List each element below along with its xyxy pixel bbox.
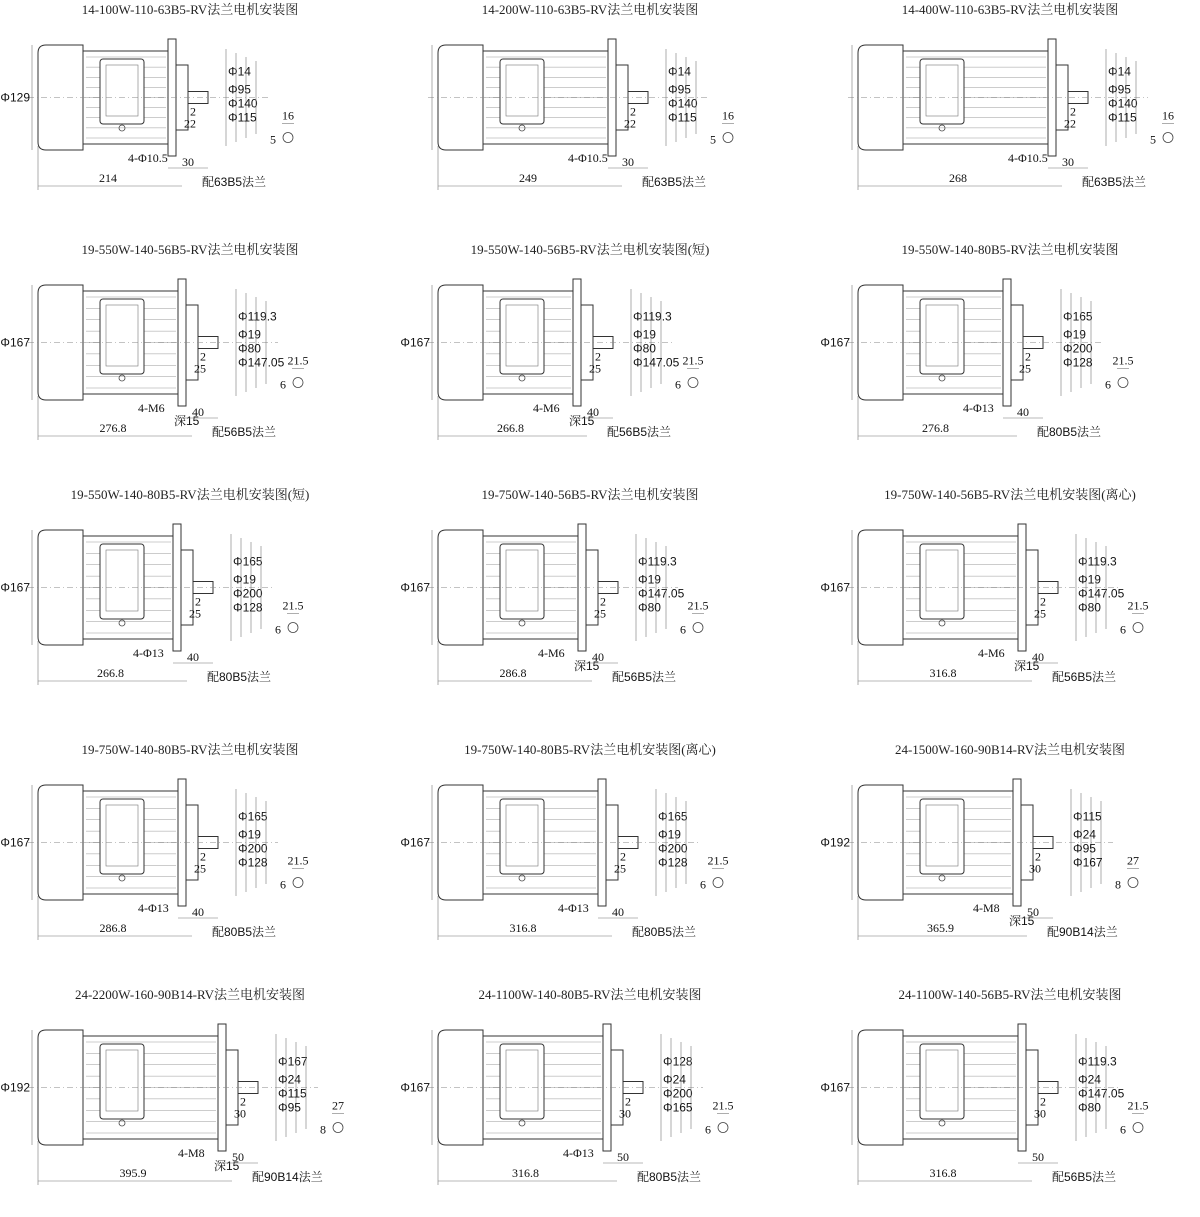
overall-length: 249: [519, 171, 537, 185]
flange-dimension: Φ128: [233, 600, 263, 615]
body-diameter-label: Φ167: [820, 1080, 850, 1095]
flange-dimension: Φ147.05: [638, 586, 685, 601]
flange-dimension: Φ128: [1063, 355, 1093, 370]
flange-dimension: Φ147.05: [633, 355, 680, 370]
drawing-title: 24-1100W-140-56B5-RV法兰电机安装图: [898, 987, 1122, 1002]
small-dimension: 30: [1034, 1106, 1046, 1121]
flange-dimension: Φ119.3: [633, 309, 672, 324]
key-width: 21.5: [1112, 353, 1134, 368]
flange-dimension: Φ119.3: [638, 554, 677, 569]
small-dimension: 2: [200, 849, 206, 864]
flange-dimension: Φ167: [1073, 855, 1103, 870]
flange-dimension: Φ24: [663, 1072, 686, 1087]
shaft-length: 50: [232, 1150, 244, 1164]
flange-dimension: Φ14: [1108, 64, 1131, 79]
drawing-title: 19-550W-140-80B5-RV法兰电机安装图(短): [70, 487, 310, 502]
overall-length: 365.9: [927, 921, 954, 935]
mating-flange-label: 配56B5法兰: [1052, 670, 1117, 684]
shaft-length: 40: [1032, 650, 1044, 664]
mating-flange-label: 配56B5法兰: [1052, 1170, 1117, 1184]
flange-dimension: Φ119.3: [238, 309, 277, 324]
flange-dimension: Φ80: [633, 341, 656, 356]
key-height: 5: [710, 132, 716, 147]
mating-flange-label: 配63B5法兰: [1082, 175, 1147, 189]
motor-drawing: [820, 242, 1133, 440]
thread-depth: 深15: [1014, 659, 1040, 673]
drawing-title: 19-550W-140-56B5-RV法兰电机安装图: [81, 242, 299, 257]
key-height: 6: [275, 622, 281, 637]
key-width: 21.5: [287, 853, 309, 868]
flange-dimension: Φ80: [238, 341, 261, 356]
drawing-title: 19-750W-140-80B5-RV法兰电机安装图: [81, 742, 299, 757]
thread-depth: 深15: [1009, 914, 1035, 928]
key-width: 21.5: [282, 598, 304, 613]
drawing-title: 19-550W-140-80B5-RV法兰电机安装图: [901, 242, 1119, 257]
small-dimension: 22: [184, 116, 196, 131]
key-width: 27: [1127, 853, 1139, 868]
key-width: 16: [722, 108, 734, 123]
small-dimension: 2: [1070, 104, 1076, 119]
drawing-title: 24-1100W-140-80B5-RV法兰电机安装图: [478, 987, 702, 1002]
mounting-holes: 4-M8: [178, 1146, 205, 1160]
flange-dimension: Φ200: [233, 586, 263, 601]
flange-dimension: Φ19: [638, 572, 661, 587]
flange-dimension: Φ95: [1108, 82, 1131, 97]
drawing-title: 14-400W-110-63B5-RV法兰电机安装图: [901, 2, 1119, 17]
drawing-title: 19-750W-140-56B5-RV法兰电机安装图: [481, 487, 699, 502]
flange-dimension: Φ128: [658, 855, 688, 870]
small-dimension: 25: [194, 361, 206, 376]
flange-dimension: Φ165: [238, 809, 268, 824]
shaft-length: 50: [617, 1150, 629, 1164]
small-dimension: 25: [194, 861, 206, 876]
flange-dimension: Φ165: [658, 809, 688, 824]
drawing-title: 14-200W-110-63B5-RV法兰电机安装图: [481, 2, 699, 17]
overall-length: 286.8: [499, 666, 527, 680]
flange-dimension: Φ119.3: [1078, 554, 1117, 569]
key-width: 27: [332, 1098, 344, 1113]
key-height: 6: [705, 1122, 711, 1137]
key-width: 21.5: [1127, 1098, 1149, 1113]
flange-dimension: Φ80: [638, 600, 661, 615]
flange-dimension: Φ115: [278, 1086, 307, 1101]
flange-dimension: Φ128: [663, 1054, 693, 1069]
flange-dimension: Φ140: [668, 96, 698, 111]
small-dimension: 2: [595, 349, 601, 364]
motor-drawing: [820, 987, 1148, 1185]
mating-flange-label: 配63B5法兰: [202, 175, 267, 189]
motor-drawing: [0, 987, 344, 1185]
flange-dimension: Φ24: [1078, 1072, 1101, 1087]
motor-drawing: [400, 742, 728, 940]
flange-dimension: Φ200: [663, 1086, 693, 1101]
flange-dimension: Φ115: [1108, 110, 1137, 125]
flange-dimension: Φ14: [668, 64, 691, 79]
key-height: 6: [1120, 1122, 1126, 1137]
body-diameter-label: Φ167: [820, 580, 850, 595]
small-dimension: 2: [195, 594, 201, 609]
overall-length: 316.8: [929, 1166, 957, 1180]
overall-length: 266.8: [497, 421, 524, 435]
motor-drawing: [0, 487, 309, 685]
shaft-length: 40: [187, 650, 199, 664]
key-height: 6: [675, 377, 681, 392]
small-dimension: 2: [620, 849, 626, 864]
shaft-length: 40: [592, 650, 604, 664]
small-dimension: 22: [624, 116, 636, 131]
drawing-title: 24-1500W-160-90B14-RV法兰电机安装图: [894, 742, 1126, 757]
small-dimension: 2: [1040, 594, 1046, 609]
flange-dimension: Φ19: [633, 327, 656, 342]
flange-dimension: Φ19: [238, 327, 261, 342]
small-dimension: 25: [189, 606, 201, 621]
key-height: 5: [270, 132, 276, 147]
shaft-length: 50: [1027, 905, 1039, 919]
flange-dimension: Φ128: [238, 855, 268, 870]
mating-flange-label: 配56B5法兰: [612, 670, 677, 684]
small-dimension: 25: [589, 361, 601, 376]
flange-dimension: Φ200: [1063, 341, 1093, 356]
mating-flange-label: 配56B5法兰: [212, 425, 277, 439]
drawing-title: 19-550W-140-56B5-RV法兰电机安装图(短): [470, 242, 710, 257]
mounting-holes: 4-Φ10.5: [568, 151, 608, 165]
overall-length: 286.8: [99, 921, 127, 935]
drawing-title: 19-750W-140-80B5-RV法兰电机安装图(离心): [464, 742, 716, 757]
mounting-holes: 4-Φ13: [138, 901, 169, 915]
small-dimension: 25: [1034, 606, 1046, 621]
body-diameter-label: Φ167: [0, 335, 30, 350]
mounting-holes: 4-M6: [978, 646, 1005, 660]
motor-drawing: [820, 487, 1148, 685]
body-diameter-label: Φ167: [0, 580, 30, 595]
flange-dimension: Φ165: [1063, 309, 1093, 324]
flange-dimension: Φ119.3: [1078, 1054, 1117, 1069]
mounting-holes: 4-M6: [533, 401, 560, 415]
body-diameter-label: Φ167: [400, 335, 430, 350]
mating-flange-label: 配56B5法兰: [607, 425, 672, 439]
motor-drawing: [0, 242, 308, 440]
key-height: 6: [700, 877, 706, 892]
small-dimension: 22: [1064, 116, 1076, 131]
mounting-holes: 4-Φ13: [963, 401, 994, 415]
key-height: 6: [680, 622, 686, 637]
flange-dimension: Φ200: [238, 841, 268, 856]
key-height: 6: [280, 877, 286, 892]
overall-length: 268: [949, 171, 967, 185]
mounting-holes: 4-Φ13: [133, 646, 164, 660]
mating-flange-label: 配90B14法兰: [1047, 925, 1118, 939]
thread-depth: 深15: [214, 1159, 240, 1173]
flange-dimension: Φ147.05: [1078, 1086, 1125, 1101]
overall-length: 316.8: [929, 666, 957, 680]
overall-length: 316.8: [512, 1166, 539, 1180]
flange-dimension: Φ24: [278, 1072, 301, 1087]
overall-length: 266.8: [97, 666, 124, 680]
mating-flange-label: 配80B5法兰: [1037, 425, 1102, 439]
small-dimension: 2: [240, 1094, 246, 1109]
overall-length: 214: [99, 171, 117, 185]
motor-drawing: [820, 742, 1139, 940]
small-dimension: 2: [200, 349, 206, 364]
key-width: 21.5: [707, 853, 729, 868]
motor-drawing: [400, 242, 709, 440]
small-dimension: 30: [234, 1106, 246, 1121]
flange-dimension: Φ95: [668, 82, 691, 97]
small-dimension: 25: [614, 861, 626, 876]
key-width: 16: [1162, 108, 1174, 123]
mating-flange-label: 配90B14法兰: [252, 1170, 323, 1184]
key-height: 5: [1150, 132, 1156, 147]
key-height: 6: [1120, 622, 1126, 637]
body-diameter-label: Φ167: [400, 580, 430, 595]
key-height: 8: [320, 1122, 326, 1137]
mounting-holes: 4-M6: [538, 646, 565, 660]
flange-dimension: Φ80: [1078, 600, 1101, 615]
shaft-length: 40: [587, 405, 599, 419]
motor-drawing: [428, 2, 734, 190]
flange-dimension: Φ200: [658, 841, 688, 856]
key-width: 21.5: [1127, 598, 1149, 613]
small-dimension: 2: [630, 104, 636, 119]
small-dimension: 25: [1019, 361, 1031, 376]
small-dimension: 2: [1025, 349, 1031, 364]
body-diameter-label: Φ167: [0, 835, 30, 850]
key-width: 21.5: [712, 1098, 734, 1113]
motor-drawing: [400, 987, 733, 1185]
drawing-title: 24-2200W-160-90B14-RV法兰电机安装图: [74, 987, 306, 1002]
key-height: 6: [280, 377, 286, 392]
mounting-holes: 4-M8: [973, 901, 1000, 915]
flange-dimension: Φ19: [238, 827, 261, 842]
body-diameter-label: Φ192: [820, 835, 850, 850]
small-dimension: 25: [594, 606, 606, 621]
flange-dimension: Φ19: [658, 827, 681, 842]
motor-drawing: [848, 2, 1174, 190]
shaft-length: 40: [192, 905, 204, 919]
small-dimension: 30: [1029, 861, 1041, 876]
body-diameter-label: Φ167: [820, 335, 850, 350]
motor-drawing: [0, 2, 298, 190]
mating-flange-label: 配80B5法兰: [637, 1170, 702, 1184]
key-width: 21.5: [687, 598, 709, 613]
flange-dimension: Φ115: [1073, 809, 1102, 824]
overall-length: 395.9: [119, 1166, 147, 1180]
key-width: 16: [282, 108, 294, 123]
flange-dimension: Φ14: [228, 64, 251, 79]
flange-dimension: Φ95: [228, 82, 251, 97]
flange-dimension: Φ140: [228, 96, 258, 111]
body-diameter-label: Φ192: [0, 1080, 30, 1095]
mounting-holes: 4-Φ10.5: [1008, 151, 1048, 165]
flange-dimension: Φ115: [668, 110, 697, 125]
flange-dimension: Φ95: [1073, 841, 1096, 856]
motor-drawing: [0, 742, 308, 940]
small-dimension: 2: [625, 1094, 631, 1109]
mounting-holes: 4-Φ13: [558, 901, 589, 915]
flange-dimension: Φ147.05: [238, 355, 285, 370]
flange-dimension: Φ115: [228, 110, 257, 125]
mating-flange-label: 配63B5法兰: [642, 175, 707, 189]
thread-depth: 深15: [174, 414, 200, 428]
shaft-length: 40: [192, 405, 204, 419]
small-dimension: 2: [190, 104, 196, 119]
shaft-length: 40: [612, 905, 624, 919]
motor-drawing: [400, 487, 708, 685]
drawing-title: 19-750W-140-56B5-RV法兰电机安装图(离心): [884, 487, 1136, 502]
body-diameter-label: Φ167: [400, 835, 430, 850]
thread-depth: 深15: [569, 414, 595, 428]
shaft-length: 50: [1032, 1150, 1044, 1164]
overall-length: 316.8: [509, 921, 537, 935]
shaft-length: 40: [1017, 405, 1029, 419]
flange-dimension: Φ19: [1063, 327, 1086, 342]
flange-dimension: Φ140: [1108, 96, 1138, 111]
flange-dimension: Φ24: [1073, 827, 1096, 842]
small-dimension: 2: [600, 594, 606, 609]
body-diameter-label: Φ167: [400, 1080, 430, 1095]
flange-dimension: Φ19: [233, 572, 256, 587]
flange-dimension: Φ147.05: [1078, 586, 1125, 601]
flange-dimension: Φ19: [1078, 572, 1101, 587]
small-dimension: 30: [619, 1106, 631, 1121]
mating-flange-label: 配80B5法兰: [212, 925, 277, 939]
mating-flange-label: 配80B5法兰: [207, 670, 272, 684]
mating-flange-label: 配80B5法兰: [632, 925, 697, 939]
drawing-title: 14-100W-110-63B5-RV法兰电机安装图: [81, 2, 299, 17]
mounting-holes: 4-M6: [138, 401, 165, 415]
body-diameter-label: Φ129: [0, 90, 30, 105]
flange-dimension: Φ95: [278, 1100, 301, 1115]
flange-dimension: Φ165: [233, 554, 263, 569]
overall-length: 276.8: [99, 421, 127, 435]
shaft-length: 30: [182, 155, 194, 169]
shaft-length: 30: [622, 155, 634, 169]
flange-dimension: Φ165: [663, 1100, 693, 1115]
key-width: 21.5: [682, 353, 704, 368]
mounting-holes: 4-Φ10.5: [128, 151, 168, 165]
small-dimension: 2: [1040, 1094, 1046, 1109]
key-height: 6: [1105, 377, 1111, 392]
shaft-length: 30: [1062, 155, 1074, 169]
thread-depth: 深15: [574, 659, 600, 673]
flange-dimension: Φ80: [1078, 1100, 1101, 1115]
mounting-holes: 4-Φ13: [563, 1146, 594, 1160]
small-dimension: 2: [1035, 849, 1041, 864]
overall-length: 276.8: [922, 421, 949, 435]
key-height: 8: [1115, 877, 1121, 892]
key-width: 21.5: [287, 353, 309, 368]
flange-dimension: Φ167: [278, 1054, 308, 1069]
